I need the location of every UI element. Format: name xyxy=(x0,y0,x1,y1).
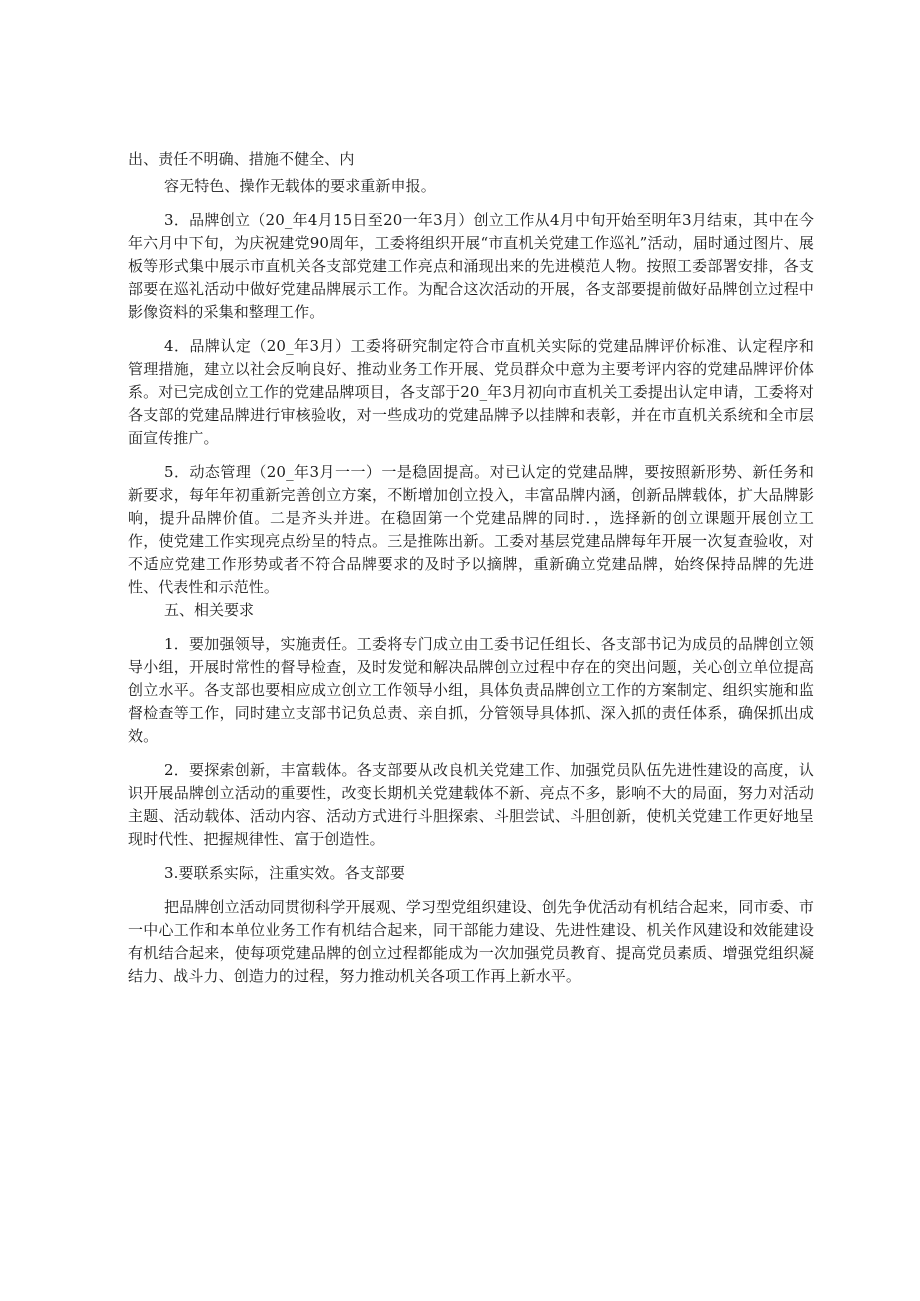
paragraph-integration: 把品牌创立活动同贯彻科学开展观、学习型党组织建设、创先争优活动有机结合起来，同市委、市一中心工作和本单位业务工作有机结合起来，同干部能力建设、先进性建设、机关作风建设和效能建设有机结合起来，使每项党建品牌的创立过程都能成为一次加强党员教育、提高党员素质、增强党组织凝结力、战斗力、创造力的过程，努力推动机关各项工作再上新水平。 xyxy=(128,898,814,985)
paragraph-continuation: 出、责任不明确、措施不健全、内 xyxy=(128,150,355,168)
paragraph-practical: 3.要联系实际，注重实效。各支部要 xyxy=(164,864,406,882)
paragraph-continuation-2: 容无特色、操作无载体的要求重新申报。 xyxy=(164,177,436,195)
paragraph-dynamic-management: 5．动态管理（20_年3月一一）一是稳固提高。对已认定的党建品牌，要按照新形势、新任务和新要求，每年年初重新完善创立方案，不断增加创立投入，丰富品牌内涵，创新品牌载体，扩大品牌影响，提升品牌价值。二是齐头并进。在稳固第一个党建品牌的同时．，选择新的创立课题开展创立工作，使党建工作实现亮点纷呈的特点。三是推陈出新。工委对基层党建品牌每年开展一次复查验收，对不适应党建工作形势或者不符合品牌要求的及时予以摘牌，重新确立党建品牌，始终保持品牌的先进性、代表性和示范性。 xyxy=(128,463,814,596)
paragraph-innovation: 2．要探索创新，丰富载体。各支部要从改良机关党建工作、加强党员队伍先进性建设的高度，认识开展品牌创立活动的重要性，改变长期机关党建载体不新、亮点不多，影响不大的局面，努力对活动主题、活动载体、活动内容、活动方式进行斗胆探索、斗胆尝试、斗胆创新，使机关党建工作更好地呈现时代性、把握规律性、富于创造性。 xyxy=(128,761,814,848)
paragraph-leadership: 1．要加强领导，实施责任。工委将专门成立由工委书记任组长、各支部书记为成员的品牌创立领导小组，开展时常性的督导检查，及时发觉和解决品牌创立过程中存在的突出问题，关心创立单位提高创立水平。各支部也要相应成立创立工作领导小组，具体负责品牌创立工作的方案制定、组织实施和监督检查等工作，同时建立支部书记负总责、亲自抓，分管领导具体抓、深入抓的责任体系，确保抓出成效。 xyxy=(128,635,814,745)
paragraph-brand-certification: 4．品牌认定（20_年3月）工委将研究制定符合市直机关实际的党建品牌评价标准、认定程序和管理措施，建立以社会反响良好、推动业务工作开展、党员群众中意为主要考评内容的党建品牌评价体系。对已完成创立工作的党建品牌项目，各支部于20_年3月初向市直机关工委提出认定申请，工委将对各支部的党建品牌进行审核验收，对一些成功的党建品牌予以挂牌和表彰，并在市直机关系统和全市层面宣传推广。 xyxy=(128,337,814,447)
document-body xyxy=(128,148,814,988)
section-heading-requirements: 五、相关要求 xyxy=(164,601,255,619)
paragraph-brand-creation: 3．品牌创立（20_年4月15日至20一年3月）创立工作从4月中旬开始至明年3月结束，其中在今年六月中下旬，为庆祝建党90周年，工委将组织开展“市直机关党建工作巡礼”活动，届时通过图片、展板等形式集中展示市直机关各支部党建工作亮点和涌现出来的先进模范人物。按照工委部署安排，各支部要在巡礼活动中做好党建品牌展示工作。为配合这次活动的开展，各支部要提前做好品牌创立过程中影像资料的采集和整理工作。 xyxy=(128,211,814,321)
